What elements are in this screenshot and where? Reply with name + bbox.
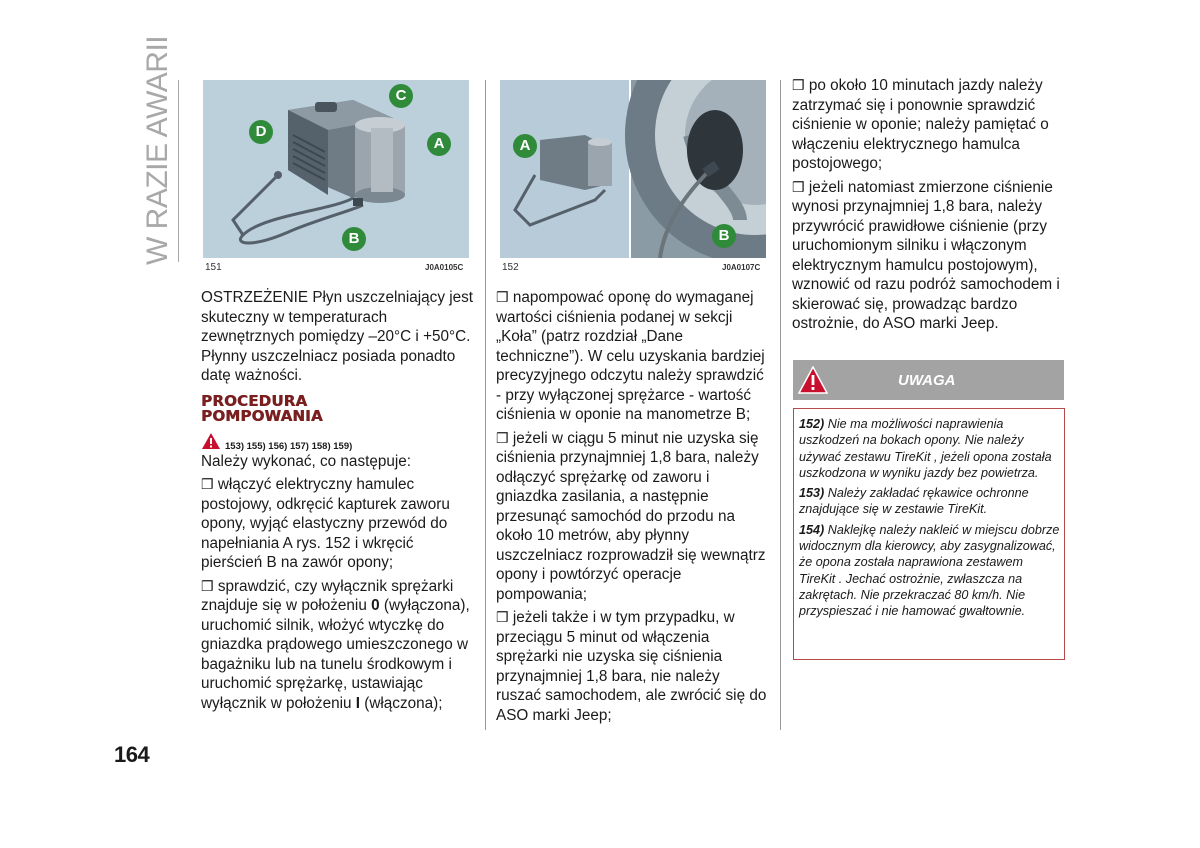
page-number: 164 xyxy=(114,742,150,767)
warning-triangle-icon xyxy=(201,432,221,450)
step-text: sprawdzić, czy wyłącznik sprężarki znajduje się w położeniu xyxy=(201,577,454,614)
checkbox-bullet-icon: ❒ xyxy=(496,609,509,625)
step-text: jeżeli w ciągu 5 minut nie uzyska się ciśnienia przynajmniej 1,8 bara, należy odłączyć sprężarkę od zaworu i gniazdka zasilania, a następnie przesunąć samochód do przodu na około 10 metrów, aby płynny uszczelniacz rozprowadził się wewnątrz opony i powtórzyć operacje pompowania; xyxy=(496,429,766,603)
step-text: napompować oponę do wymaganej wartości ciśnienia podanej w sekcji „Koła” (patrz rozdział „Dane techniczne”). W celu uzyskania bardziej precyzyjnego odczytu należy sprawdzić - przy wyłączonej sprężarce - wartość ciśnienia w oponie na manometrze B; xyxy=(496,289,765,423)
section-side-heading: W RAZIE AWARII xyxy=(141,35,174,265)
checkbox-bullet-icon: ❒ xyxy=(201,577,214,594)
checkbox-bullet-icon: ❒ xyxy=(496,429,509,446)
column-divider-1 xyxy=(485,80,486,730)
callout-a: A xyxy=(427,132,451,156)
fluid-warning-paragraph: OSTRZEŻENIE Płyn uszczelniający jest skuteczny w temperaturach zewnętrznych pomiędzy –20°C i +50°C. Płynny uszczelniacz posiada ponadto datę ważności. xyxy=(201,289,474,384)
step-text: jeżeli natomiast zmierzone ciśnienie wynosi przynajmniej 1,8 bara, należy przywrócić prawidłowe ciśnienie (przy uruchomionym silniku i włączonym elektrycznym hamulcu postojowym), wznowić od razu podróż samochodem i skierować się, prowadząc bardzo ostrożnie, do ASO marki Jeep. xyxy=(792,178,1060,332)
procedure-step xyxy=(201,577,477,714)
side-heading-rule xyxy=(178,80,179,262)
note-text: Nie ma możliwości naprawienia uszkodzeń na bokach opony. Nie należy używać zestawu TireKit , jeżeli opona została uszkodzona w wyniku jazdy bez powietrza. xyxy=(799,417,1052,480)
step-text: (włączona); xyxy=(360,694,443,712)
figure-151-code: J0A0105C xyxy=(425,263,464,272)
section-heading-line-1: PROCEDURA xyxy=(201,391,308,410)
figure-152-code: J0A0107C xyxy=(722,263,761,272)
checkbox-bullet-icon: ❒ xyxy=(792,178,805,195)
step-text: włączyć elektryczny hamulec postojowy, odkręcić kapturek zaworu opony, wyjąć elastyczny przewód do napełniania A rys. 152 i wkręcić pierścień B na zawór opony; xyxy=(201,476,450,571)
warning-reference-numbers: 153) 155) 156) 157) 158) 159) xyxy=(225,440,353,452)
note-153 xyxy=(799,485,1060,518)
column-divider-2 xyxy=(780,80,781,730)
procedure-step xyxy=(496,608,768,725)
uwaga-notes-box xyxy=(793,408,1065,660)
procedure-step xyxy=(792,76,1064,174)
checkbox-bullet-icon: ❒ xyxy=(792,77,805,93)
callout-c: C xyxy=(389,84,413,108)
procedure-step xyxy=(496,288,768,425)
procedure-step xyxy=(201,475,477,573)
section-heading-line-2: POMPOWANIA xyxy=(201,406,323,425)
note-number: 152) xyxy=(799,417,825,431)
note-152 xyxy=(799,416,1060,481)
procedure-step xyxy=(792,178,1064,334)
note-number: 153) xyxy=(799,486,825,501)
figure-151-compressor xyxy=(203,80,469,258)
switch-position-on: I xyxy=(355,694,360,712)
callout-d: D xyxy=(249,120,273,144)
section-heading xyxy=(201,391,477,425)
callout-b: B xyxy=(342,227,366,251)
note-154 xyxy=(799,522,1060,620)
step-text: po około 10 minutach jazdy należy zatrzymać się i ponownie sprawdzić ciśnienie w oponie; należy pamiętać o włączeniu elektrycznego hamulca postojowego; xyxy=(792,77,1049,172)
warning-triangle-icon xyxy=(798,366,828,394)
procedure-step xyxy=(496,429,768,605)
note-text: Naklejkę należy nakleić w miejscu dobrze widocznym dla kierowcy, aby zasygnalizować, że opona została naprawiona zestawem TireKit . Jechać ostrożnie, zwłaszcza na zakrętach. Nie przekraczać 80 km/h. Nie przyspieszać i nie hamować gwałtownie. xyxy=(799,522,1060,619)
step-text: (wyłączona), uruchomić silnik, włożyć wtyczkę do gniazdka prądowego umieszczonego w bagażniku lub na tunelu środkowym i uruchomić sprężarkę, ustawiając wyłącznik w położeniu xyxy=(201,597,470,712)
uwaga-label: UWAGA xyxy=(898,372,956,389)
column-1 xyxy=(201,288,477,717)
figure-152-number: 152 xyxy=(502,262,519,273)
note-number: 154) xyxy=(799,522,825,537)
checkbox-bullet-icon: ❒ xyxy=(201,476,214,492)
procedure-intro: Należy wykonać, co następuje: xyxy=(201,452,412,470)
figure-152-inflation xyxy=(500,80,766,258)
column-2 xyxy=(496,288,768,729)
callout-b: B xyxy=(712,224,736,248)
warning-references xyxy=(201,432,477,452)
step-text: jeżeli także i w tym przypadku, w przeciągu 5 minut od włączenia sprężarki nie uzyska się ciśnienia przynajmniej 1,8 bara, nie należy ruszać samochodem, ale zwrócić się do ASO marki Jeep; xyxy=(496,609,767,724)
callout-a: A xyxy=(513,134,537,158)
checkbox-bullet-icon: ❒ xyxy=(496,289,509,305)
uwaga-banner xyxy=(793,360,1064,400)
note-text: Należy zakładać rękawice ochronne znajdujące się w zestawie TireKit. xyxy=(799,486,1029,517)
switch-position-off: 0 xyxy=(371,597,380,614)
column-3 xyxy=(792,76,1064,338)
figure-151-number: 151 xyxy=(205,262,222,273)
